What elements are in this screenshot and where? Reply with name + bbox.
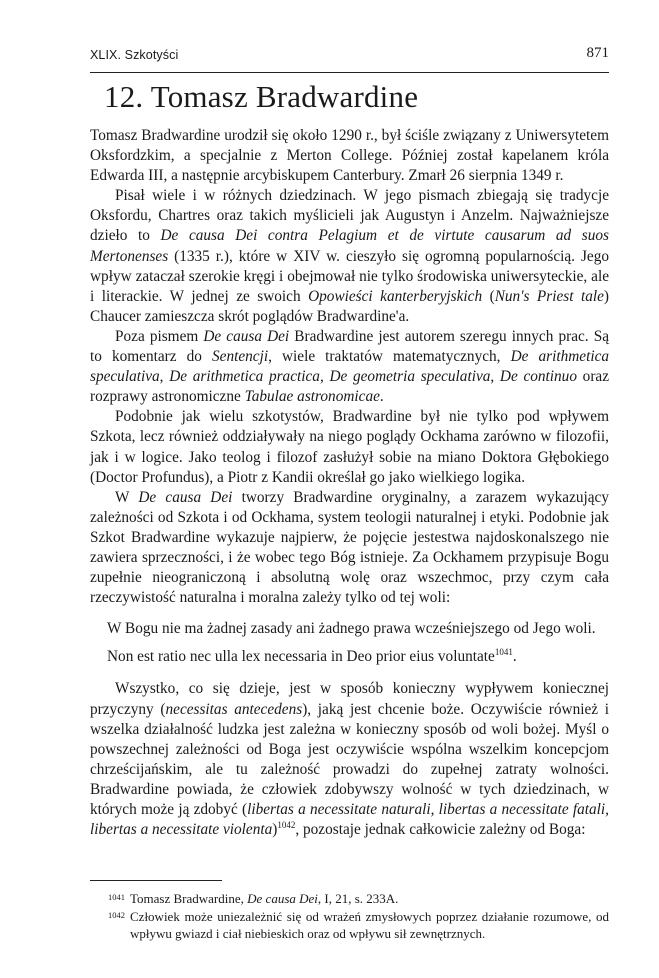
chapter-title: 12. Tomasz Bradwardine [104,79,419,114]
footnote-text: Tomasz Bradwardine, De causa Dei, I, 21, s. 233A. [130,891,399,906]
book-title: De causa Dei contra Pelagium et de virtute causarum ad suos Mertonenses [90,227,609,265]
paragraph-works: Pisał wiele i w różnych dziedzinach. W jego pismach zbiegają się tradycje Oksfordu, Chartres oraz takich myślicieli jak Augustyn i Anzelm. Najważniejsze dzieło to De causa Dei contra Pelagium et de virtute causarum ad suos Mertonenses (1335 r.), które w XIV w. cieszyło się ogromną popularnością. Jego wpływ zataczał szerokie kręgi i obejmował nie tylko środowiska uniwersyteckie, ale i literackie. W jednej ze swoich Opowieści kanterberyjskich (Nun's Priest tale) Chaucer zamieszcza skrót poglądów Bradwardine'a. [90,187,609,325]
footnotes [90,890,609,943]
running-head: XLIX. Szkotyści [90,48,179,62]
quote-latin: Non est ratio nec ulla lex necessaria in Deo prior eius voluntate$^{1041}$. [107,647,517,666]
paragraph-necessity: Wszystko, co się dzieje, jest w sposób konieczny wypływem koniecznej przyczyny (necessitas antecedens), jaką jest chcenie boże. Oczywiście również i wszelka działalność ludzka jest zależna w konieczny sposób od woli bożej. Myśl o powszechnej zależności od Boga jest oczywiście wspólna wszelkim koncepcjom chrześcijańskim, ale tu zależność prowadzi do zupełnej zatraty wolności. Bradwardine powiada, że człowiek zdobywszy wolność w tych dziedzinach, w których może ją zdobyć (libertas a necessitate naturali, libertas a necessitate fatali, libertas a necessitate violenta)$^{1042}$, pozostaje jednak całkowicie zależny od Boga: [90,680,609,839]
book-title: De arithmetica speculativa [90,348,610,386]
paragraph-other-works: Poza pismem De causa Dei Bradwardine jest autorem szeregu innych prac. Są to komentarz do Sentencji, wiele traktatów matematycznych, De arithmetica speculativa, De arithmetica practica, De geometria speculativa, De continuo oraz rozprawy astronomiczne Tabulae astronomicae. [90,327,610,406]
header-rule [90,72,609,73]
paragraph-system: W De causa Dei tworzy Bradwardine oryginalny, a zarazem wykazujący zależności od Szkota i od Ockhama, system teologii naturalnej i etyki. Podobnie jak Szkot Bradwardine wykazuje najpierw, że pojęcie jestestwa najdoskonalszego nie zawiera sprzeczności, i że wobec tego Bóg istnieje. Za Ockhamem przypisuje Bogu zupełnie nieograniczoną i absolutną wolę oraz wszechmoc, przy czym cała rzeczywistość naturalna i moralna zależy tylko od tej woli: [90,488,609,607]
book-title: De geometria speculativa [329,368,491,386]
paragraph-intro: Tomasz Bradwardine urodził się około 1290 r., był ściśle związany z Uniwersytetem Oksfordzkim, a specjalnie z Merton College. Później został kapelanem króla Edwarda III, a następnie arcybiskupem Canterbury. Zmarł 26 sierpnia 1349 r. [90,127,609,185]
footnote-rule [90,880,222,881]
main-text [90,126,609,840]
page-header [90,44,609,68]
book-title: Nun's Priest tale [494,287,604,305]
quote-polish: W Bogu nie ma żadnej zasady ani żadnego prawa wcześniejszego od Jego woli. [107,620,596,638]
footnote [90,890,609,908]
book-title: Opowieści kanterberyjskich [308,287,483,305]
footnote [90,908,609,943]
footnote-number: 1041 [108,892,125,902]
footnote-ref[interactable]: 1042 [277,820,296,831]
book-title: De causa Dei [138,488,233,506]
footnote-text: Człowiek może uniezależnić się od wrażeń zmysłowych poprzez działanie rozumowe, od wpływu gwiazd i ciał niebieskich oraz od wpływu sił zewnętrznych. [130,908,609,941]
latin-term: necessitas antecedens [165,700,303,718]
book-title: De continuo [499,368,577,386]
latin-term: libertas a necessitate naturali, libertas a necessitate fatali, libertas a necessitate violenta [90,801,609,839]
paragraph-influence: Podobnie jak wielu szkotystów, Bradwardine był nie tylko pod wpływem Szkota, lecz również oddziaływały na niego poglądy Ockhama zarówno w filozofii, jak i w logice. Jako teolog i filozof zasłużył sobie na miano Doktora Głębokiego (Doctor Profundus), a Piotr z Kandii określał go jako wielkiego logika. [90,408,609,486]
book-title: De causa Dei [203,327,290,345]
book-title: Tabulae astronomicae [244,388,380,406]
book-title: Sentencji [212,348,269,366]
footnote-number: 1042 [108,909,125,920]
book-title: De arithmetica practica [169,368,320,386]
page-number: 871 [586,45,609,61]
footnote-ref[interactable]: 1041 [494,647,513,658]
